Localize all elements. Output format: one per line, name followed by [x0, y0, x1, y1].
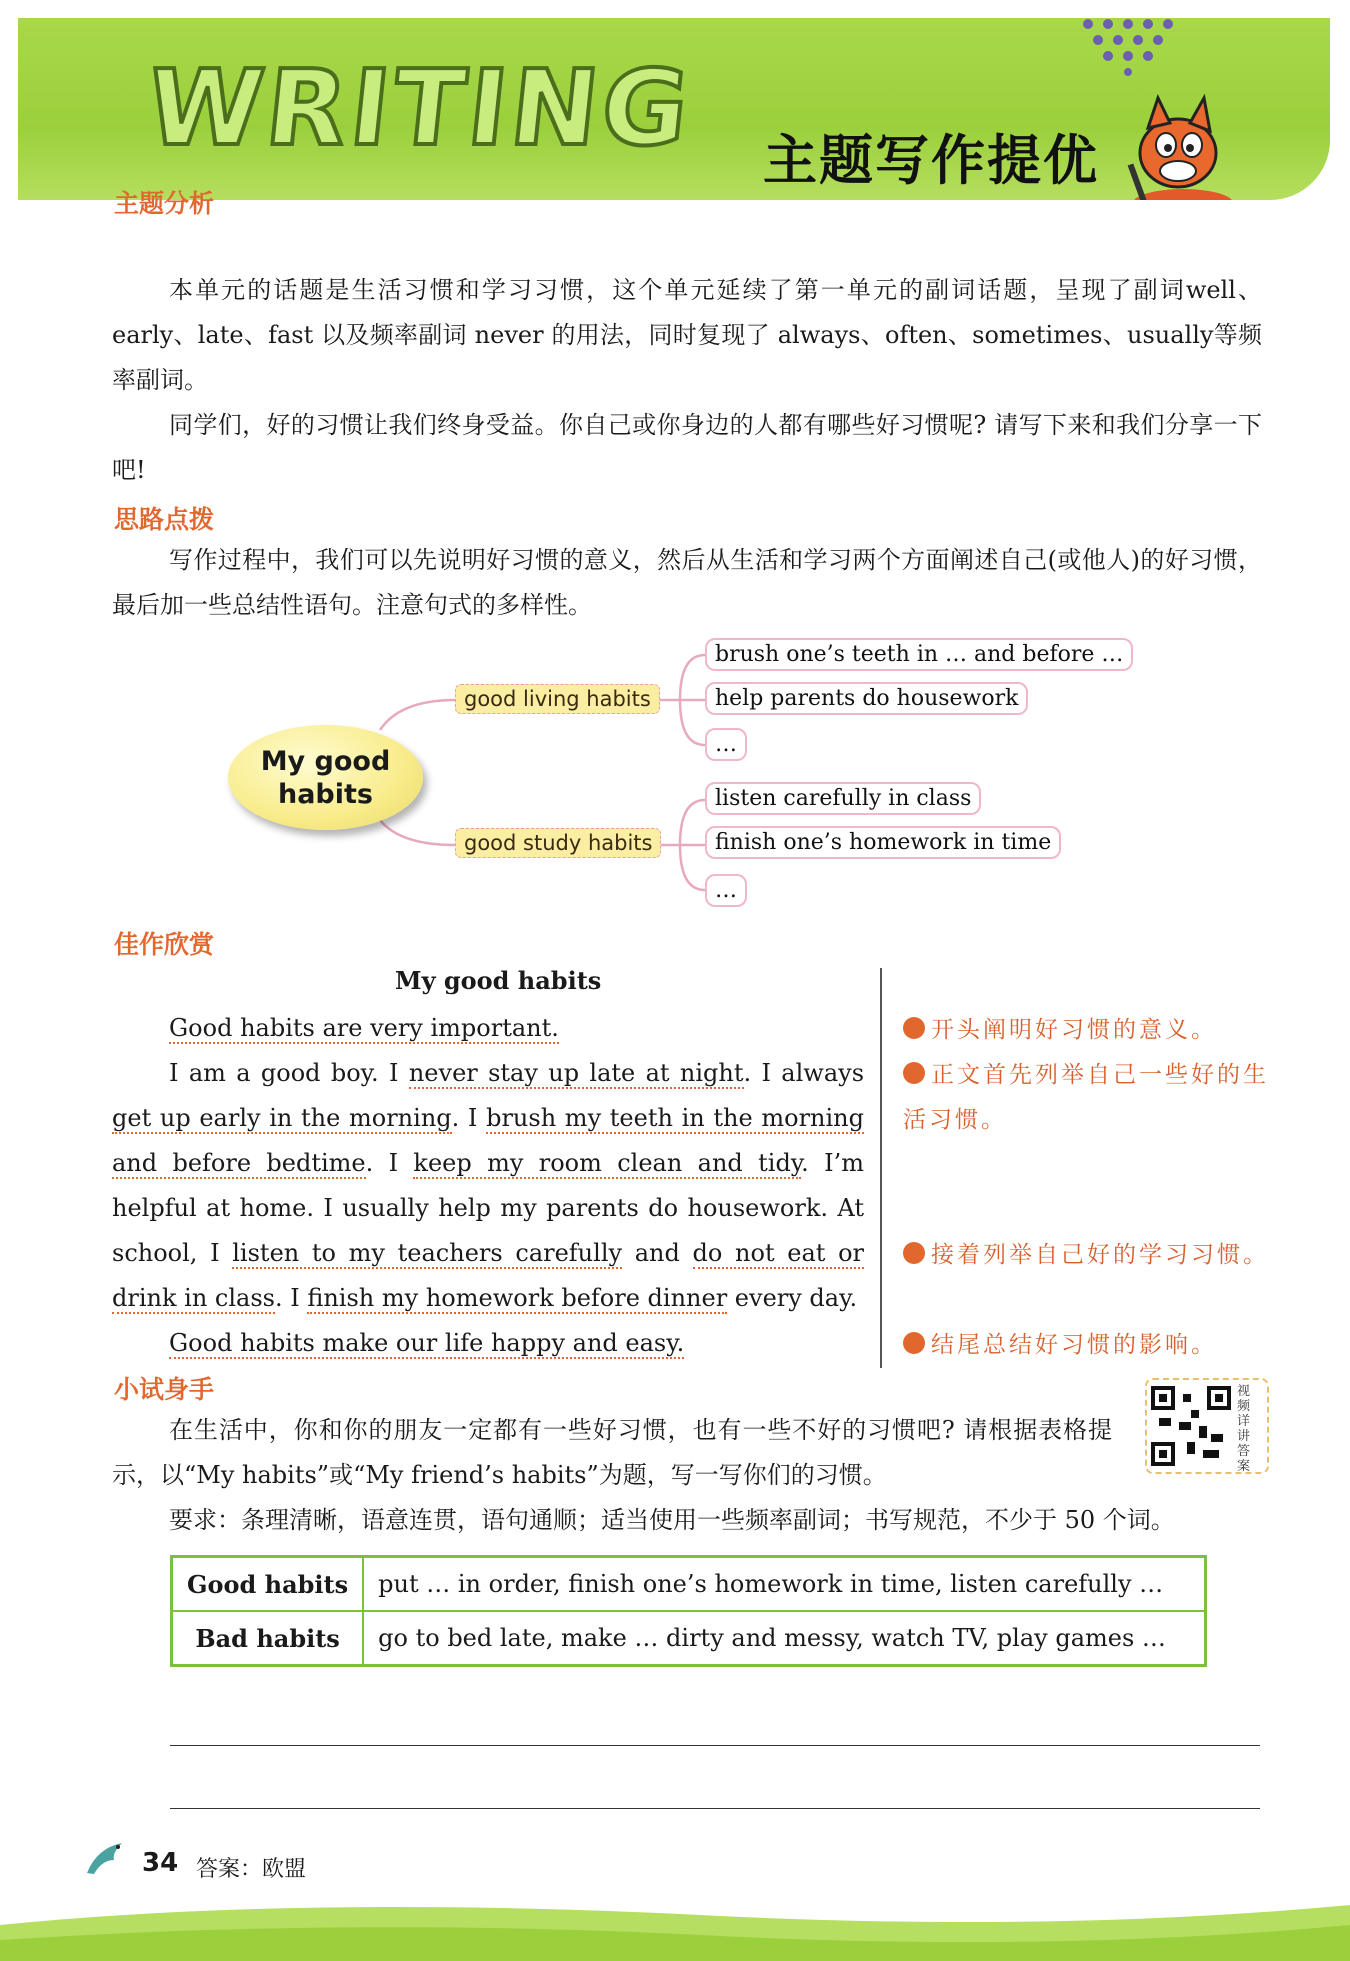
note-1: 开头阐明好习惯的意义。 [903, 1008, 1273, 1053]
practice-paragraph-2: 要求：条理清晰，语意连贯，语句通顺；适当使用一些频率副词；书写规范，不少于 50 个词。 [169, 1506, 1175, 1534]
banner-title: 主题写作提优 [763, 129, 1099, 192]
section-title-practice: 小试身手 [114, 1375, 215, 1404]
tips-paragraph: 写作过程中，我们可以先说明好习惯的意义，然后从生活和学习两个方面阐述自己(或他人)的好习惯，最后加一些总结性语句。注意句式的多样性。 [112, 546, 1262, 619]
mindmap-center: My good habits [228, 725, 423, 830]
analysis-paragraph-2: 同学们，好的习惯让我们终身受益。你自己或你身边的人都有哪些好习惯呢? 请写下来和我们分享一下吧! [112, 411, 1262, 484]
section-title-sample: 佳作欣赏 [114, 930, 215, 959]
habits-table [170, 1555, 1207, 1667]
essay-body [112, 1006, 864, 1366]
dolphin-icon [82, 1838, 132, 1878]
table-cell-bad: go to bed late, make … dirty and messy, watch TV, play games … [363, 1611, 1205, 1666]
table-row [172, 1557, 1206, 1612]
section-title-tips: 思路点拨 [114, 505, 215, 534]
note-2: 正文首先列举自己一些好的生活习惯。 [903, 1062, 1269, 1133]
mindmap-branch-study: good study habits [455, 828, 661, 858]
note-3: 接着列举自己好的学习习惯。 [903, 1233, 1273, 1278]
analysis-paragraph-1: 本单元的话题是生活习惯和学习习惯，这个单元延续了第一单元的副词话题，呈现了副词well、early、late、fast 以及频率副词 never 的用法，同时复现了 always、often、sometimes、usually等频率副词。 [112, 276, 1262, 394]
comment-icon [903, 1062, 925, 1084]
qr-code-box[interactable] [1145, 1378, 1269, 1474]
essay-paragraph-3: Good habits make our life happy and easy. [169, 1329, 685, 1357]
banner-word: WRITING [141, 47, 698, 169]
mindmap-leaf-study-2: finish one’s homework in time [705, 826, 1061, 859]
essay-paragraph-1: Good habits are very important. [169, 1014, 559, 1042]
page-number: 34 [142, 1848, 179, 1878]
essay-paragraph-2: I am a good boy. I never stay up late at night. I always get up early in the morning. I brush my teeth in the morning and before bedtime. I keep my room clean and tidy. I’m helpful at home. I usually help my parents do housework. At school, I listen to my teachers carefully and do not eat or drink in class. I finish my homework before dinner every day. [112, 1059, 865, 1312]
mindmap-leaf-living-3: … [705, 728, 747, 761]
writing-line[interactable] [170, 1745, 1260, 1746]
mindmap-leaf-living-2: help parents do housework [705, 682, 1028, 715]
table-cell-good: put … in order, finish one’s homework in time, listen carefully … [363, 1557, 1205, 1612]
mindmap-leaf-study-1: listen carefully in class [705, 782, 981, 815]
practice-paragraph-1: 在生活中，你和你的朋友一定都有一些好习惯，也有一些不好的习惯吧? 请根据表格提示，以“My habits”或“My friend’s habits”为题，写一写你们的习惯。 [112, 1416, 1112, 1489]
mindmap-leaf-living-1: brush one’s teeth in … and before … [705, 638, 1133, 671]
writing-line[interactable] [170, 1808, 1260, 1809]
essay-title: My good habits [395, 966, 602, 995]
comment-icon [903, 1332, 925, 1354]
qr-code-icon [1151, 1386, 1231, 1466]
mindmap-leaf-study-3: … [705, 874, 747, 907]
divider [880, 968, 882, 1368]
qr-label: 视频详讲答案 [1237, 1384, 1251, 1474]
mindmap-branch-living: good living habits [455, 684, 660, 714]
note-4: 结尾总结好习惯的影响。 [903, 1323, 1273, 1368]
table-head-good: Good habits [172, 1557, 364, 1612]
comment-icon [903, 1017, 925, 1039]
section-title-analysis: 主题分析 [114, 189, 215, 218]
dots-decoration-icon [1078, 18, 1198, 78]
header-banner [18, 18, 1330, 200]
footer-wave [0, 1895, 1350, 1961]
comment-icon [903, 1242, 925, 1264]
table-row [172, 1611, 1206, 1666]
cat-mascot-icon [1108, 93, 1258, 200]
table-head-bad: Bad habits [172, 1611, 364, 1666]
answer-label: 答案：欧盟 [196, 1857, 307, 1882]
